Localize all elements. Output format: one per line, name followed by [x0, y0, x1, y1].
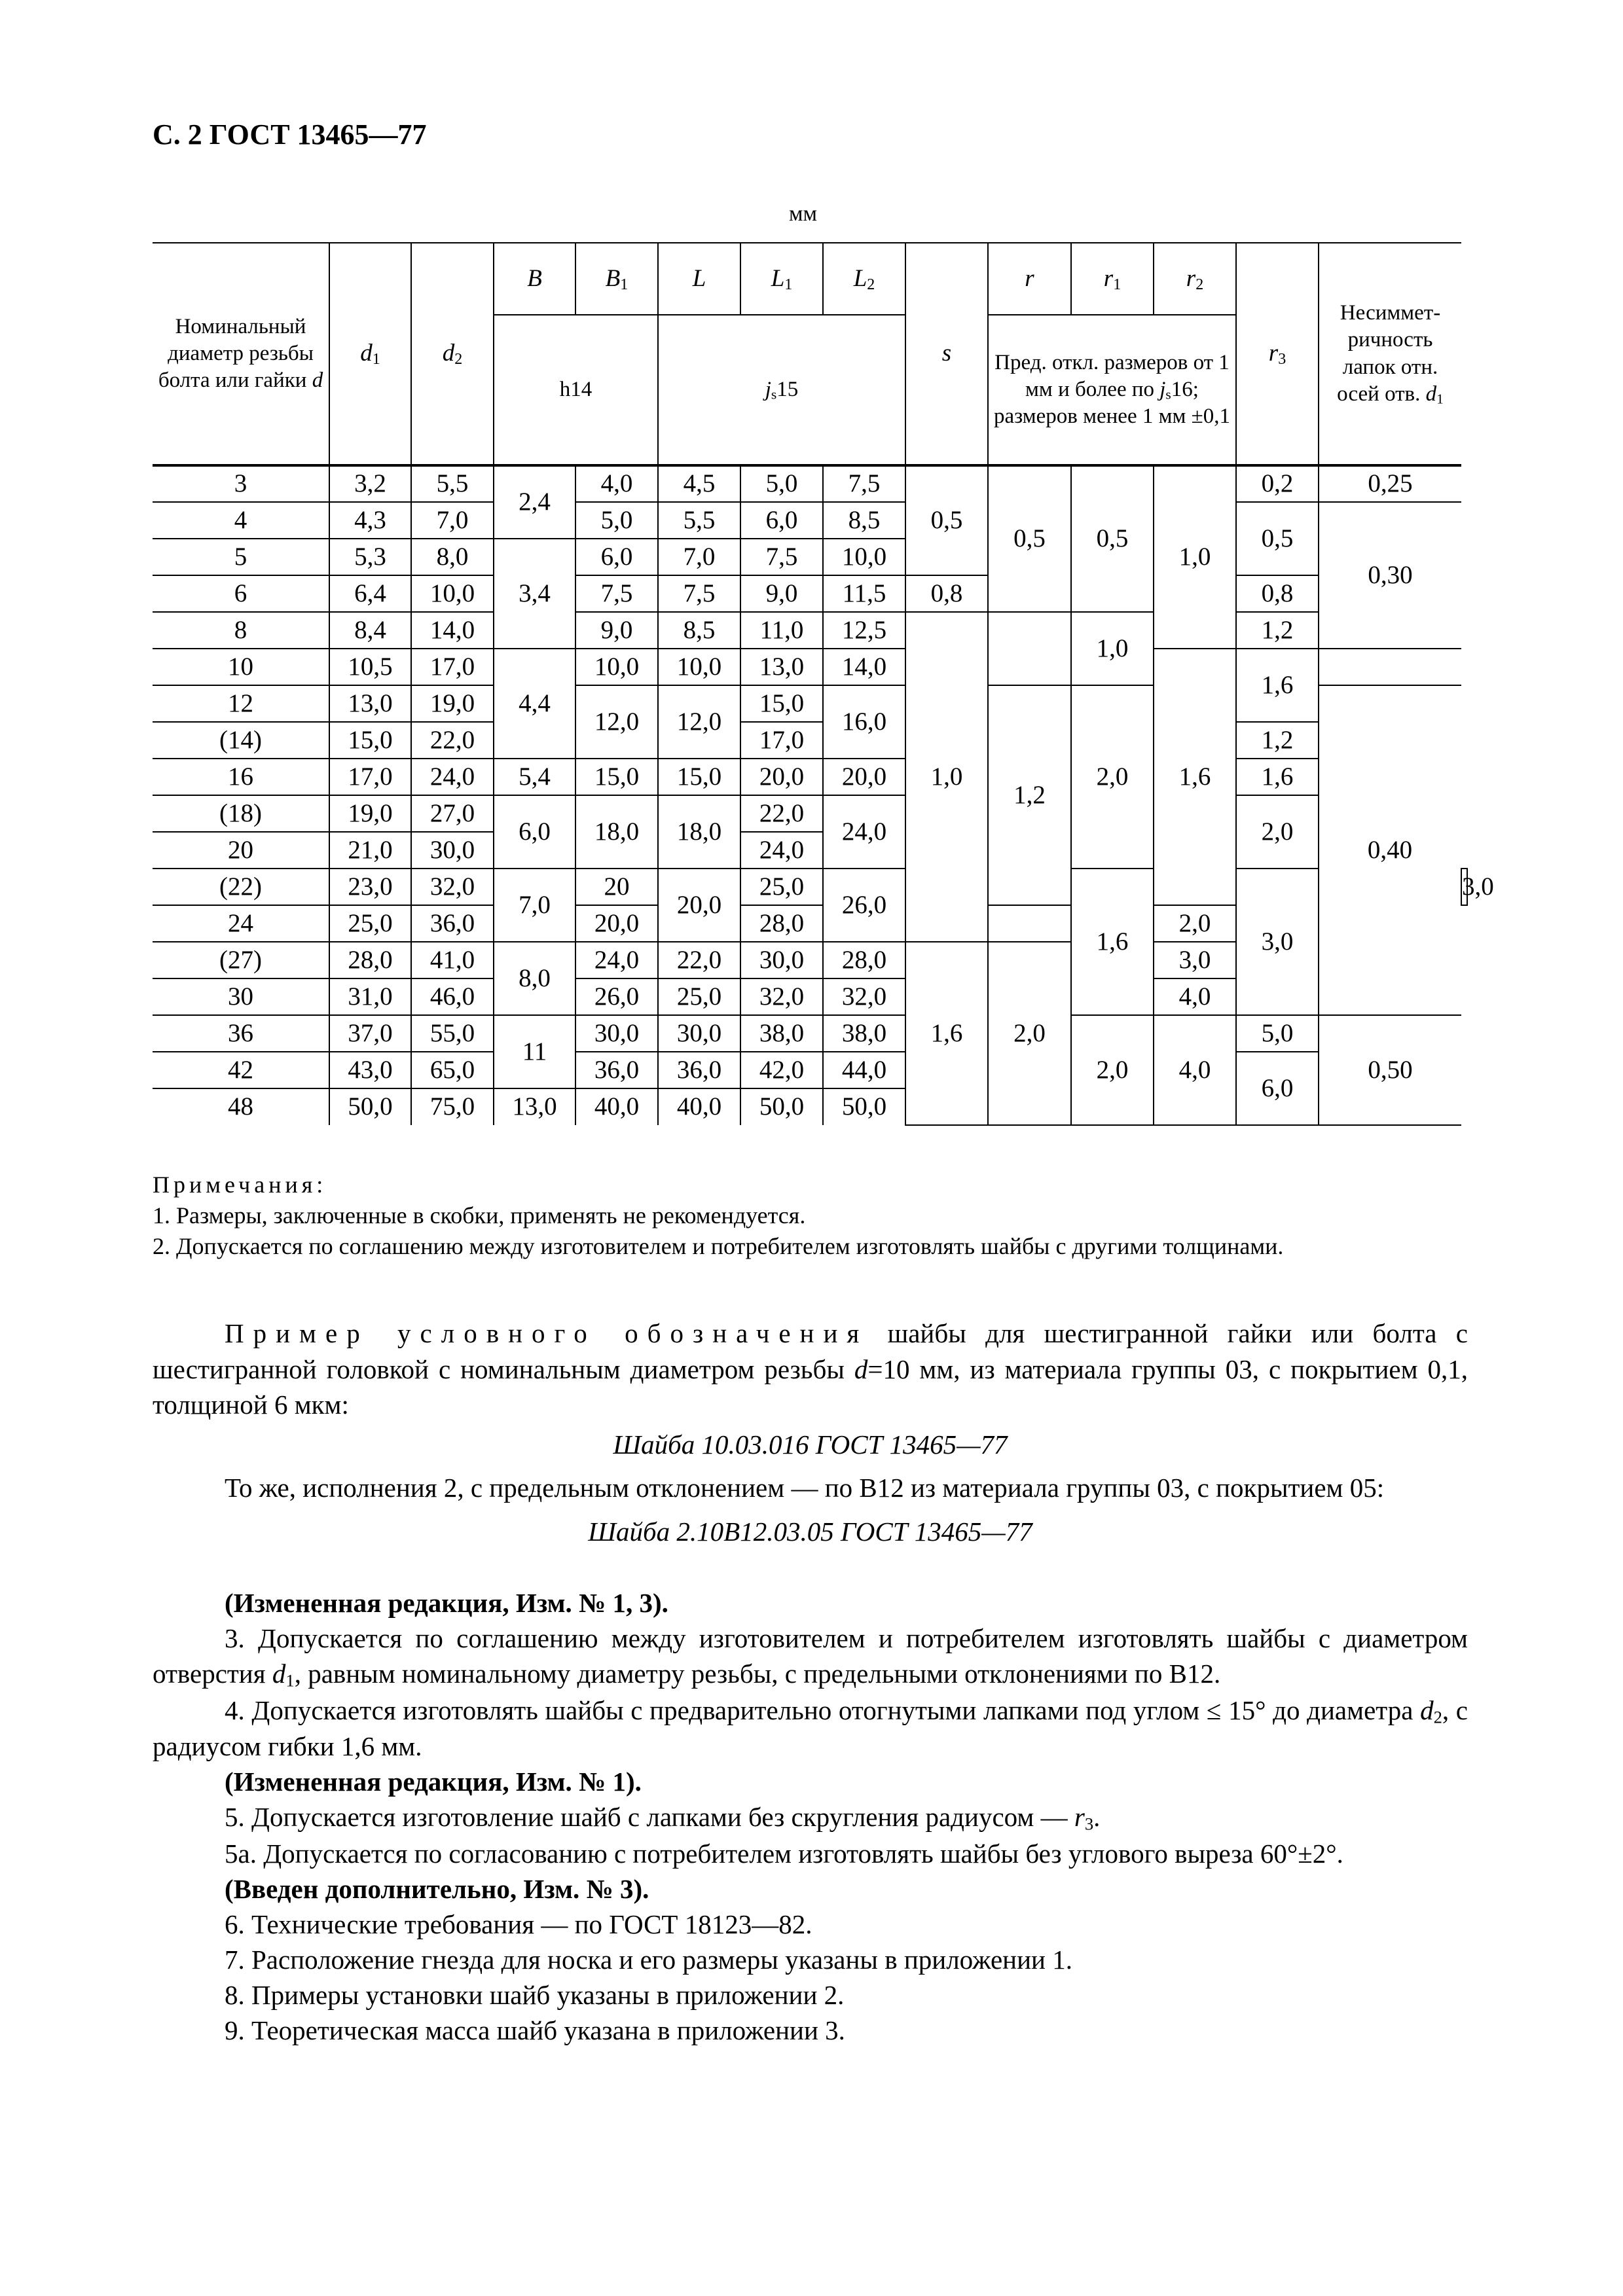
cell-L1: 22,0 [740, 795, 823, 832]
cell-B1: 4,0 [575, 465, 658, 502]
cell-B: 4,4 [494, 649, 575, 759]
cell-r3: 1,6 [1236, 649, 1319, 722]
cell-L: 5,5 [658, 502, 740, 539]
table-row [153, 1052, 1467, 1088]
cell-s: 0,5 [905, 465, 988, 575]
cell-L: 40,0 [658, 1088, 740, 1125]
cell-L2: 24,0 [823, 795, 905, 869]
cell-L2: 14,0 [823, 649, 905, 685]
body-text [153, 1585, 1468, 2049]
notes [153, 1170, 1468, 1261]
item-9: 9. Теоретическая масса шайб указана в приложении 3. [225, 2015, 845, 2046]
cell-r1: 4,0 [1154, 1015, 1236, 1125]
cell-r3: 6,0 [1236, 1052, 1319, 1125]
cell-L1: 17,0 [740, 722, 823, 759]
cell-L: 8,5 [658, 612, 740, 649]
cell-d1: 37,0 [329, 1015, 411, 1052]
cell-asym: 0,25 [1319, 465, 1461, 502]
cell-r3: 3,0 [1461, 869, 1467, 905]
dimensions-table [153, 242, 1494, 1126]
cell-d2: 24,0 [411, 759, 494, 795]
cell-L: 25,0 [658, 978, 740, 1015]
cell-d1: 50,0 [329, 1088, 411, 1125]
cell-d: 8 [153, 612, 329, 649]
cell-d1: 17,0 [329, 759, 411, 795]
cell-s: 1,0 [905, 612, 988, 942]
cell-d: 24 [153, 905, 329, 942]
designation-1: Шайба 10.03.016 ГОСТ 13465—77 [613, 1429, 1008, 1460]
item-5a: 5а. Допускается по согласованию с потребителем изготовлять шайбы без углового выреза 60°±2°. [225, 1838, 1343, 1869]
cell-L2: 12,5 [823, 612, 905, 649]
cell-d: 3 [153, 465, 329, 502]
cell-r: 2,0 [1071, 1015, 1154, 1125]
cell-d2: 75,0 [411, 1088, 494, 1125]
cell-r [988, 612, 1071, 685]
cell-L1: 38,0 [740, 1015, 823, 1052]
cell-L2: 28,0 [823, 942, 905, 978]
cell-d2: 17,0 [411, 649, 494, 685]
cell-d2: 5,5 [411, 465, 494, 502]
cell-B: 7,0 [494, 869, 575, 942]
cell-L2: 20,0 [823, 759, 905, 795]
cell-L2: 38,0 [823, 1015, 905, 1052]
cell-r3: 3,0 [1154, 942, 1236, 978]
cell-r: 1,6 [1071, 869, 1154, 1015]
header-r: r [988, 243, 1071, 315]
cell-d2: 19,0 [411, 685, 494, 722]
cell-d2: 22,0 [411, 722, 494, 759]
designation-example [153, 1316, 1468, 1549]
cell-d: 20 [153, 832, 329, 869]
cell-L2: 50,0 [823, 1088, 905, 1125]
cell-L: 22,0 [658, 942, 740, 978]
cell-B1: 5,0 [575, 502, 658, 539]
cell-L2: 10,0 [823, 539, 905, 575]
cell-B1: 20,0 [575, 905, 658, 942]
cell-L2: 8,5 [823, 502, 905, 539]
cell-r3: 1,6 [1236, 759, 1319, 795]
cell-d: 36 [153, 1015, 329, 1052]
cell-d1: 6,4 [329, 575, 411, 612]
header-L2: $L_2$ [823, 243, 905, 315]
item-5: 5. Допускается изготовление шайб с лапками без скругления радиусом — $r_3$. [225, 1802, 1101, 1834]
unit-label: мм [789, 202, 818, 226]
cell-B: 2,4 [494, 465, 575, 539]
cell-L2: 44,0 [823, 1052, 905, 1088]
cell-d: 48 [153, 1088, 329, 1125]
cell-s: 1,6 [905, 942, 988, 1125]
header-r3: $r_3$ [1236, 243, 1319, 465]
cell-L1: 6,0 [740, 502, 823, 539]
cell-L2: 11,5 [823, 575, 905, 612]
cell-d2: 55,0 [411, 1015, 494, 1052]
cell-d: 30 [153, 978, 329, 1015]
cell-B: 3,4 [494, 539, 575, 649]
cell-d2: 14,0 [411, 612, 494, 649]
cell-d2: 10,0 [411, 575, 494, 612]
cell-d1: 3,2 [329, 465, 411, 502]
cell-r3: 0,5 [1236, 502, 1319, 575]
item-7: 7. Расположение гнезда для носка и его размеры указаны в приложении 1. [225, 1945, 1072, 1975]
cell-d2: 41,0 [411, 942, 494, 978]
cell-L1: 24,0 [740, 832, 823, 869]
cell-L: 4,5 [658, 465, 740, 502]
cell-B1: 36,0 [575, 1052, 658, 1088]
cell-B: 13,0 [494, 1088, 575, 1125]
cell-d1: 19,0 [329, 795, 411, 832]
cell-B: 5,4 [494, 759, 575, 795]
cell-B1: 12,0 [575, 685, 658, 759]
header-s: s [905, 243, 988, 465]
cell-d: 6 [153, 575, 329, 612]
cell-d1: 25,0 [329, 905, 411, 942]
cell-d: (22) [153, 869, 329, 905]
cell-d2: 36,0 [411, 905, 494, 942]
cell-d1: 4,3 [329, 502, 411, 539]
designation-2: Шайба 2.10В12.03.05 ГОСТ 13465—77 [588, 1516, 1032, 1547]
cell-r3: 1,2 [1236, 612, 1319, 649]
cell-r3: 2,0 [1154, 905, 1236, 942]
cell-d2: 65,0 [411, 1052, 494, 1088]
cell-L: 20,0 [658, 869, 740, 942]
notes-title: Примечания: [153, 1172, 327, 1198]
cell-r3: 2,0 [1236, 795, 1319, 869]
cell-B: 6,0 [494, 795, 575, 869]
cell-L: 18,0 [658, 795, 740, 869]
header-d2: $d_2$ [411, 243, 494, 465]
cell-L1: 28,0 [740, 905, 823, 942]
cell-r3: 1,2 [1236, 722, 1319, 759]
table-row [153, 502, 1467, 539]
cell-L1: 42,0 [740, 1052, 823, 1088]
cell-L2: 16,0 [823, 685, 905, 759]
cell-d1: 10,5 [329, 649, 411, 685]
header-r2: $r_2$ [1154, 243, 1236, 315]
cell-L1: 20,0 [740, 759, 823, 795]
cell-r3: 0,2 [1236, 465, 1319, 502]
cell-B1: 9,0 [575, 612, 658, 649]
cell-r3: 4,0 [1154, 978, 1236, 1015]
cell-r1: 1,0 [1071, 612, 1154, 685]
table-row [153, 869, 1467, 905]
cell-d: 42 [153, 1052, 329, 1088]
header-L1: $L_1$ [740, 243, 823, 315]
cell-L1: 30,0 [740, 942, 823, 978]
cell-B1: 7,5 [575, 575, 658, 612]
cell-d2: 30,0 [411, 832, 494, 869]
cell-L: 15,0 [658, 759, 740, 795]
cell-L1: 50,0 [740, 1088, 823, 1125]
cell-L1: 9,0 [740, 575, 823, 612]
cell-d: (27) [153, 942, 329, 978]
cell-L1: 15,0 [740, 685, 823, 722]
amend-note-1: (Измененная редакция, Изм. № 1, 3). [225, 1588, 668, 1618]
cell-B1: 40,0 [575, 1088, 658, 1125]
cell-L2: 32,0 [823, 978, 905, 1015]
cell-L1: 5,0 [740, 465, 823, 502]
page-header: С. 2 ГОСТ 13465—77 [153, 118, 427, 151]
header-B1: $B_1$ [575, 243, 658, 315]
cell-d: 4 [153, 502, 329, 539]
cell-L2: 26,0 [823, 869, 905, 942]
cell-L: 7,5 [658, 575, 740, 612]
item-8: 8. Примеры установки шайб указаны в приложении 2. [225, 1980, 845, 2011]
cell-B1: 26,0 [575, 978, 658, 1015]
cell-L: 30,0 [658, 1015, 740, 1052]
cell-L: 12,0 [658, 685, 740, 759]
cell-asym: 0,40 [1319, 685, 1461, 1015]
cell-d1: 31,0 [329, 978, 411, 1015]
cell-d2: 7,0 [411, 502, 494, 539]
header-r-tolerance: Пред. откл. размеров от 1 мм и более по $j_s16$; размеров менее 1 мм ±0,1 [988, 315, 1236, 465]
table-row [153, 649, 1467, 685]
cell-d1: 43,0 [329, 1052, 411, 1088]
header-B: B [494, 243, 575, 315]
cell-d: 12 [153, 685, 329, 722]
cell-d1: 8,4 [329, 612, 411, 649]
cell-r1: 3,0 [1236, 869, 1319, 1015]
amend-note-2: (Измененная редакция, Изм. № 1). [225, 1767, 642, 1797]
cell-r2: 2,0 [988, 942, 1071, 1125]
cell-B1: 30,0 [575, 1015, 658, 1052]
header-d1: $d_1$ [329, 243, 411, 465]
cell-d2: 8,0 [411, 539, 494, 575]
table-row [153, 1015, 1467, 1052]
cell-r: 1,2 [988, 685, 1071, 905]
cell-L2: 7,5 [823, 465, 905, 502]
header-nominal-diameter: Номинальный диаметр резьбы болта или гайки d [153, 243, 329, 465]
amend-note-3: (Введен дополнительно, Изм. № 3). [225, 1874, 649, 1905]
header-asymmetry: Несиммет-ричность лапок отн. осей отв. $d_1$ [1319, 243, 1461, 465]
same-paragraph: То же, исполнения 2, с предельным отклонением — по В12 из материала группы 03, с покрытием 05: [225, 1473, 1385, 1503]
cell-asym: 0,30 [1319, 502, 1461, 649]
cell-L1: 11,0 [740, 612, 823, 649]
cell-d: (14) [153, 722, 329, 759]
table-row [153, 465, 1467, 502]
cell-r3: 5,0 [1236, 1015, 1319, 1052]
cell-L: 36,0 [658, 1052, 740, 1088]
note-1: 1. Размеры, заключенные в скобки, применять не рекомендуется. [153, 1202, 806, 1229]
note-2: 2. Допускается по соглашению между изготовителем и потребителем изготовлять шайбы с другими толщинами. [153, 1232, 1284, 1259]
cell-d2: 27,0 [411, 795, 494, 832]
cell-d1: 5,3 [329, 539, 411, 575]
cell-d: 10 [153, 649, 329, 685]
cell-r2: 1,6 [1154, 649, 1236, 905]
cell-d: 5 [153, 539, 329, 575]
cell-d1: 28,0 [329, 942, 411, 978]
cell-s: 0,8 [905, 575, 988, 612]
cell-B1: 24,0 [575, 942, 658, 978]
cell-d: 16 [153, 759, 329, 795]
item-3: 3. Допускается по соглашению между изготовителем и потребителем изготовлять шайбы с диаметром отверстия $d_1$, равным номинальному диаметру резьбы, с предельными отклонениями по В12. [153, 1623, 1468, 1691]
header-tol-h14: h14 [494, 315, 658, 465]
item-6: 6. Технические требования — по ГОСТ 18123—82. [225, 1909, 812, 1940]
cell-B1: 18,0 [575, 795, 658, 869]
cell-r1: 0,5 [1071, 465, 1154, 612]
cell-B1: 15,0 [575, 759, 658, 795]
cell-r1: 2,0 [1071, 685, 1154, 869]
cell-d2: 32,0 [411, 869, 494, 905]
cell-B1: 10,0 [575, 649, 658, 685]
cell-d: (18) [153, 795, 329, 832]
cell-d1: 21,0 [329, 832, 411, 869]
table-row [153, 575, 1467, 612]
cell-L1: 7,5 [740, 539, 823, 575]
example-paragraph: Пример условного обозначения шайбы для шестигранной гайки или болта с шестигранной головкой с номинальным диаметром резьбы d=10 мм, из материала группы 03, с покрытием 0,1, толщиной 6 мкм: [153, 1318, 1468, 1420]
header-tol-js15: $j_s15$ [658, 315, 905, 465]
cell-d1: 23,0 [329, 869, 411, 905]
cell-r3: 0,8 [1236, 575, 1319, 612]
table-row [153, 722, 1467, 759]
header-r1: $r_1$ [1071, 243, 1154, 315]
cell-L: 7,0 [658, 539, 740, 575]
cell-L1: 25,0 [740, 869, 823, 905]
cell-B1: 20 [575, 869, 658, 905]
cell-B: 8,0 [494, 942, 575, 1015]
cell-d1: 15,0 [329, 722, 411, 759]
table-row [153, 759, 1467, 795]
cell-r2 [988, 905, 1071, 942]
cell-d2: 46,0 [411, 978, 494, 1015]
cell-r2: 1,0 [1154, 465, 1236, 649]
item-4: 4. Допускается изготовлять шайбы с предварительно отогнутыми лапками под углом ≤ 15° до диаметра $d_2$, с радиусом гибки 1,6 мм. [153, 1695, 1468, 1762]
cell-B1: 6,0 [575, 539, 658, 575]
cell-L1: 13,0 [740, 649, 823, 685]
cell-asym: 0,50 [1319, 1015, 1461, 1125]
table-row [153, 612, 1467, 649]
cell-L1: 32,0 [740, 978, 823, 1015]
cell-B: 11 [494, 1015, 575, 1088]
table-row [153, 795, 1467, 832]
cell-d1: 13,0 [329, 685, 411, 722]
cell-r: 0,5 [988, 465, 1071, 612]
header-L: L [658, 243, 740, 315]
cell-L: 10,0 [658, 649, 740, 685]
